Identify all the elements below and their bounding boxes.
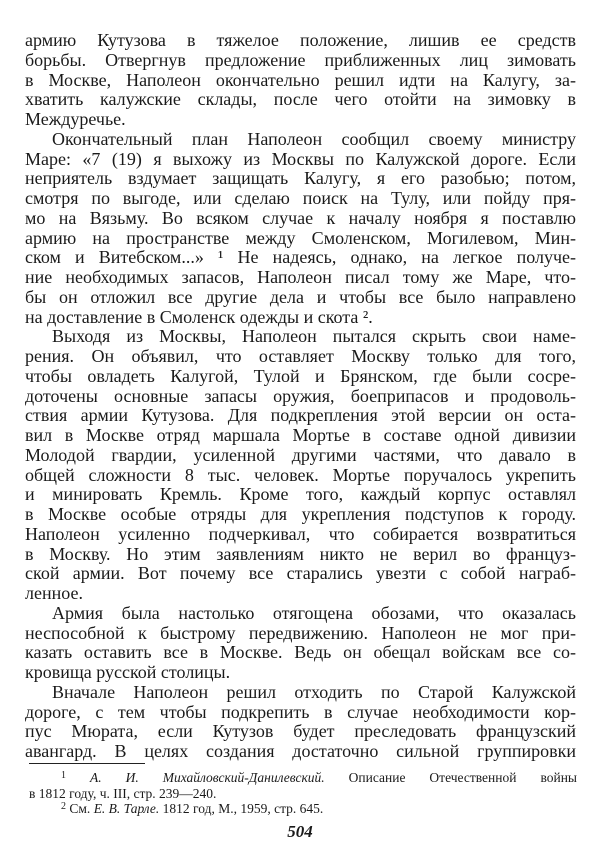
footnote-mark: 2 xyxy=(61,801,66,812)
text-line: чтобы овладеть Калугой, Тулой и Брянском, где были сосре- xyxy=(25,365,576,386)
text-line: ской армии. Вот почему все старались увезти с собой награб- xyxy=(25,563,576,584)
text-line: Выходя из Москвы, Наполеон пытался скрыть свои наме- xyxy=(52,326,576,347)
text-line: Вначале Наполеон решил отходить по Старой Калужской xyxy=(52,681,576,702)
text-line: на доставление в Смоленск одежды и скота ². xyxy=(25,306,373,327)
text-line: Маре: «7 (19) я выхожу из Москвы по Калужской дороге. Если xyxy=(25,148,576,169)
page-number: 504 xyxy=(287,822,313,841)
text-line: в Москве особые отряды для укрепления подступов к городу. xyxy=(25,504,576,524)
text-line: кровища русской столицы. xyxy=(25,662,231,682)
footnote-text: 1812 год, М., 1959, стр. 645. xyxy=(162,801,324,816)
footnote-text: Описание Отечественной войны xyxy=(348,770,577,785)
text-line: борьбы. Отвергнув предложение приближенных лиц зимовать xyxy=(25,49,576,70)
footnote-divider xyxy=(29,763,145,764)
text-line: Междуречье. xyxy=(25,109,126,129)
text-line: ленное. xyxy=(25,583,83,603)
text-line: в Москву. Но этим заявлениям никто не верил во француз- xyxy=(25,543,576,564)
text-line: неприятель вздумает защищать Калугу, я его разобью; потом, xyxy=(25,168,576,189)
body-text xyxy=(25,31,576,762)
text-line: армию Кутузова в тяжелое положение, лишив ее средств xyxy=(25,30,576,50)
text-line: Окончательный план Наполеон сообщил своему министру xyxy=(52,128,576,149)
footnotes xyxy=(29,770,577,817)
text-line: Наполеон усиленно подчеркивал, что собирается возвратиться xyxy=(25,523,576,544)
text-line: ском и Витебском...» ¹ Не надеясь, однако, на легкое получе- xyxy=(25,247,576,268)
text-line: вил в Москве отряд маршала Мортье в составе одной дивизии xyxy=(25,425,576,445)
text-line: казать оставить все в Москве. Ведь он обещал войскам все со- xyxy=(25,642,576,663)
text-line: неспособной к быстрому передвижению. Наполеон не мог при- xyxy=(25,622,576,643)
text-line: ствия армии Кутузова. Для подкрепления этой версии он оста- xyxy=(25,405,576,426)
text-line: мо на Вязьму. Во всяком случае к началу ноября я поставлю xyxy=(25,207,576,228)
text-line: пус Мюрата, если Кутузов будет преследовать французский xyxy=(25,721,576,742)
text-line: авангард. В целях создания достаточно сильной группировки xyxy=(25,741,576,761)
text-line: рения. Он объявил, что оставляет Москву только для того, xyxy=(25,346,576,366)
text-line: доточены основные запасы оружия, боеприпасов и продоволь- xyxy=(25,385,576,406)
footnote-prefix: См. xyxy=(69,801,91,816)
text-line: бы он отложил все другие дела и чтобы все было направлено xyxy=(25,286,576,307)
footnote-author: Е. В. Тарле. xyxy=(93,801,160,816)
text-line: смотря по выгоде, или сделаю поиск на Тулу, или пойду пря- xyxy=(25,188,576,208)
footnote-author: А. И. Михайловский-Данилевский. xyxy=(89,770,325,785)
footnote-1-continued: в 1812 году, ч. III, стр. 239—240. xyxy=(29,785,217,801)
footnote-2 xyxy=(29,801,577,817)
text-line: и минировать Кремль. Кроме того, каждый корпус оставлял xyxy=(25,484,576,505)
footnote-1 xyxy=(29,770,577,786)
footnote-mark: 1 xyxy=(61,770,66,781)
text-line: хватить калужские склады, после чего отойти на зимовку в xyxy=(25,89,576,110)
text-line: Армия была настолько отягощена обозами, что оказалась xyxy=(52,602,576,623)
text-line: общей сложности 8 тыс. человек. Мортье поручалось укрепить xyxy=(25,464,576,485)
text-line: в Москве, Наполеон окончательно решил идти на Калугу, за- xyxy=(25,69,576,90)
text-line: армию на пространстве между Смоленском, Могилевом, Мин- xyxy=(25,227,576,248)
text-line: дороге, с тем чтобы подкрепить в случае необходимости кор- xyxy=(25,701,576,722)
text-line: Молодой гвардии, усиленной другими частями, что давало в xyxy=(25,444,576,465)
text-line: ние необходимых запасов, Наполеон писал тому же Маре, что- xyxy=(25,267,576,287)
